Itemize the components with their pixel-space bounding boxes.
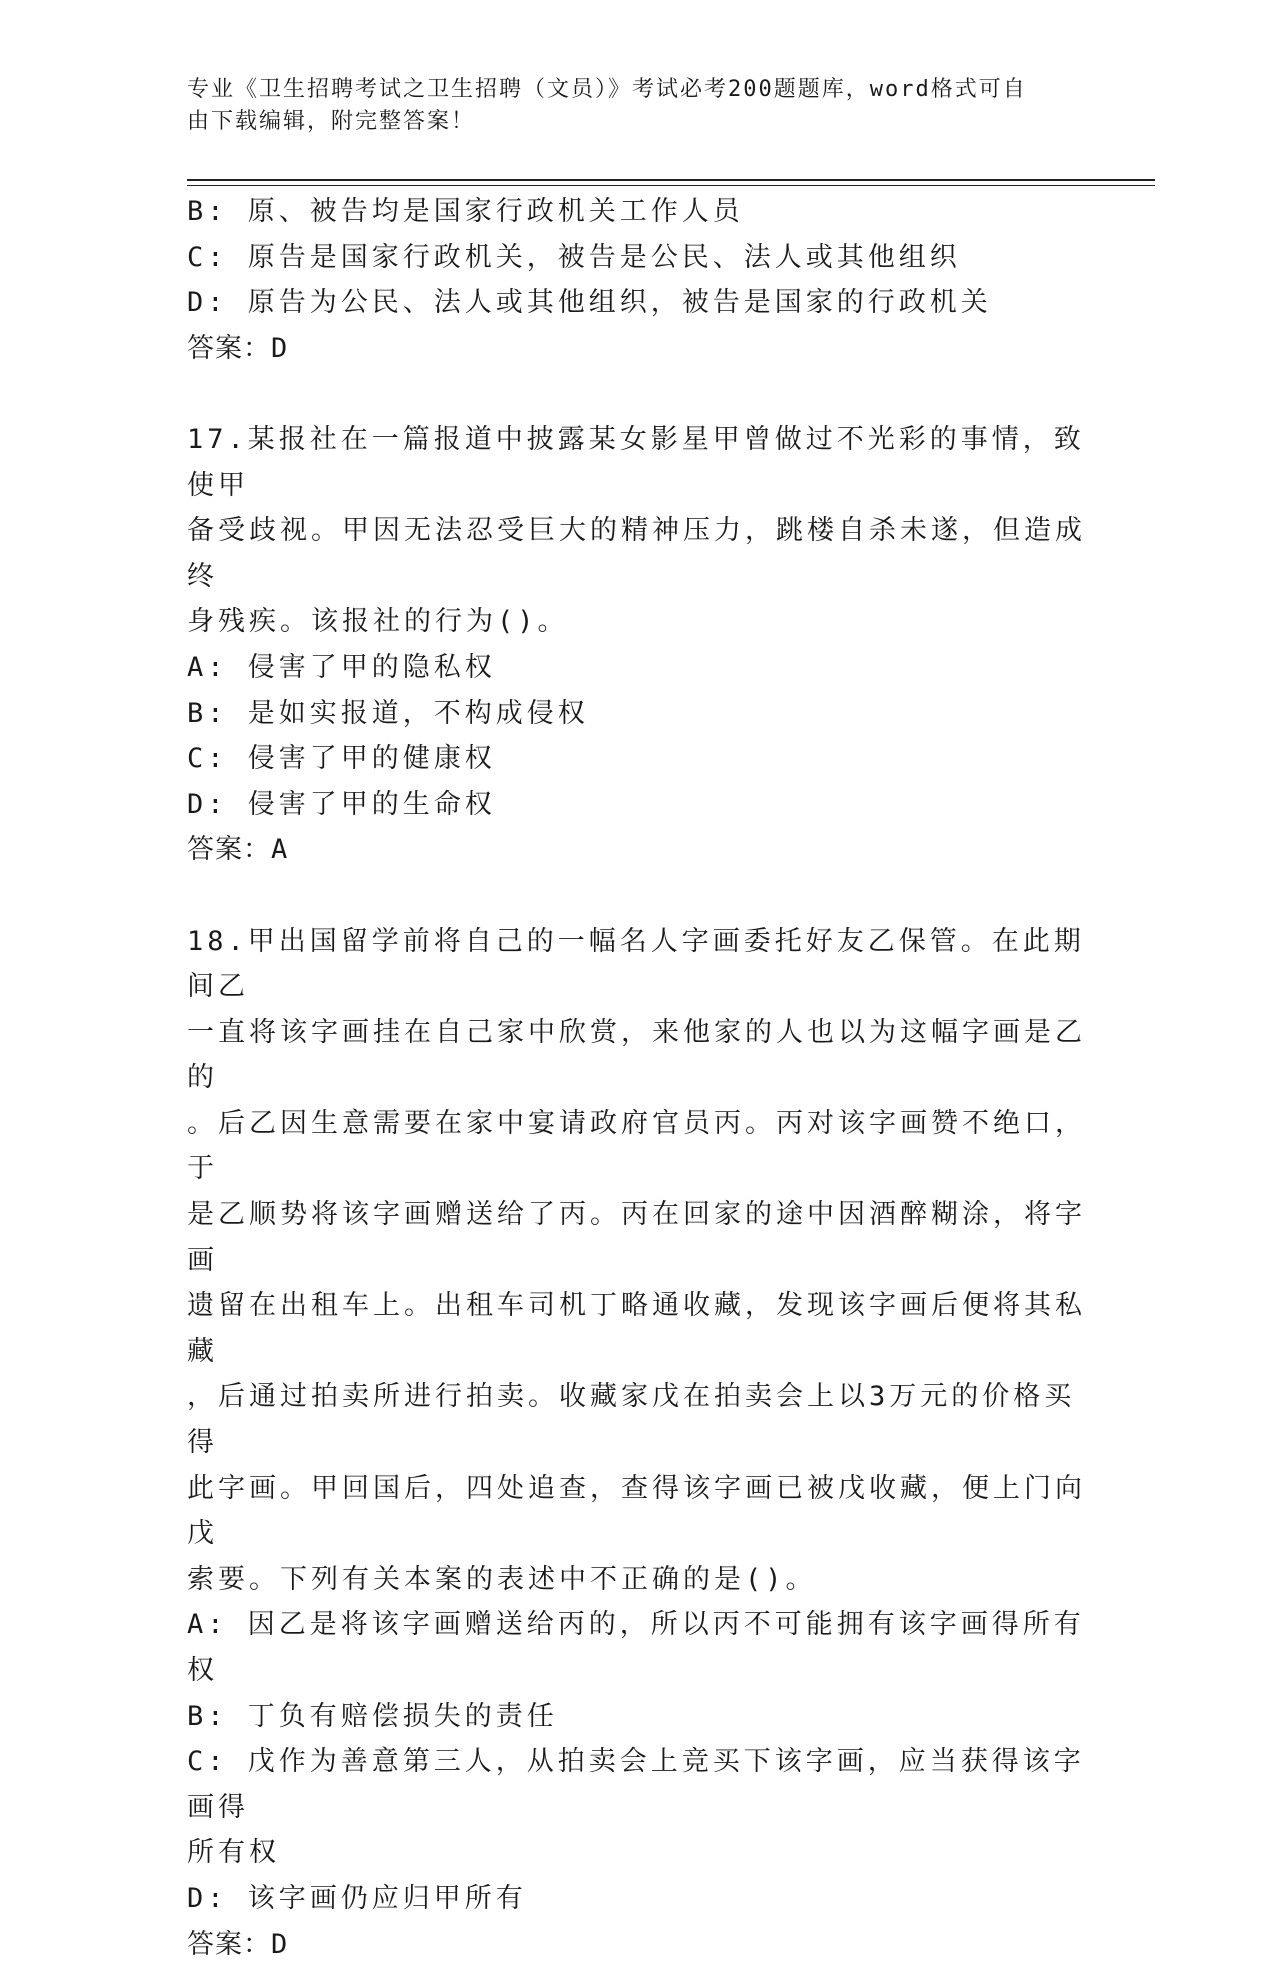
header-line-1: 专业《卫生招聘考试之卫生招聘（文员）》考试必考200题题库，word格式可自 [187, 74, 1087, 106]
question-stem-line: 遗留在出租车上。出租车司机丁略通收藏，发现该字画后便将其私藏 [187, 1283, 1087, 1374]
question-stem-line: 索要。下列有关本案的表述中不正确的是()。 [187, 1557, 1087, 1603]
question-stem-line: 身残疾。该报社的行为()。 [187, 599, 1087, 645]
question-stem-line: 一直将该字画挂在自己家中欣赏，来他家的人也以为这幅字画是乙的 [187, 1010, 1087, 1101]
question-17 [187, 417, 1087, 873]
option-c: C: 戊作为善意第三人，从拍卖会上竞买下该字画，应当获得该字画得 [187, 1739, 1087, 1830]
answer: 答案：D [187, 1922, 1087, 1967]
spacer [187, 873, 1087, 919]
option-c: C: 原告是国家行政机关，被告是公民、法人或其他组织 [187, 235, 1087, 281]
option-b: B: 丁负有赔偿损失的责任 [187, 1694, 1087, 1740]
option-a: A: 因乙是将该字画赠送给丙的，所以丙不可能拥有该字画得所有权 [187, 1602, 1087, 1693]
question-stem-line: 此字画。甲回国后，四处追查，查得该字画已被戊收藏，便上门向戊 [187, 1466, 1087, 1557]
document-body [187, 189, 1087, 1967]
question-16-tail [187, 189, 1087, 371]
answer: 答案：D [187, 326, 1087, 372]
spacer [187, 371, 1087, 417]
question-stem-line: 备受歧视。甲因无法忍受巨大的精神压力，跳楼自杀未遂，但造成终 [187, 508, 1087, 599]
option-d: D: 侵害了甲的生命权 [187, 782, 1087, 828]
answer: 答案：A [187, 827, 1087, 873]
header-divider-thick [187, 179, 1155, 181]
question-18 [187, 919, 1087, 1967]
question-stem-line: 是乙顺势将该字画赠送给了丙。丙在回家的途中因酒醉糊涂，将字画 [187, 1192, 1087, 1283]
document-header [187, 74, 1087, 138]
option-d: D: 原告为公民、法人或其他组织，被告是国家的行政机关 [187, 280, 1087, 326]
question-stem-line: 。后乙因生意需要在家中宴请政府官员丙。丙对该字画赞不绝口，于 [187, 1101, 1087, 1192]
question-stem-line: ，后通过拍卖所进行拍卖。收藏家戊在拍卖会上以3万元的价格买得 [187, 1374, 1087, 1465]
option-d: D: 该字画仍应归甲所有 [187, 1876, 1087, 1922]
question-stem-line: 17.某报社在一篇报道中披露某女影星甲曾做过不光彩的事情，致使甲 [187, 417, 1087, 508]
option-c: C: 侵害了甲的健康权 [187, 736, 1087, 782]
option-c-continued: 所有权 [187, 1830, 1087, 1876]
header-divider-thin [187, 185, 1155, 186]
option-b: B: 原、被告均是国家行政机关工作人员 [187, 189, 1087, 235]
question-stem-line: 18.甲出国留学前将自己的一幅名人字画委托好友乙保管。在此期间乙 [187, 919, 1087, 1010]
option-b: B: 是如实报道，不构成侵权 [187, 691, 1087, 737]
header-line-2: 由下载编辑，附完整答案！ [187, 106, 1087, 138]
option-a: A: 侵害了甲的隐私权 [187, 645, 1087, 691]
